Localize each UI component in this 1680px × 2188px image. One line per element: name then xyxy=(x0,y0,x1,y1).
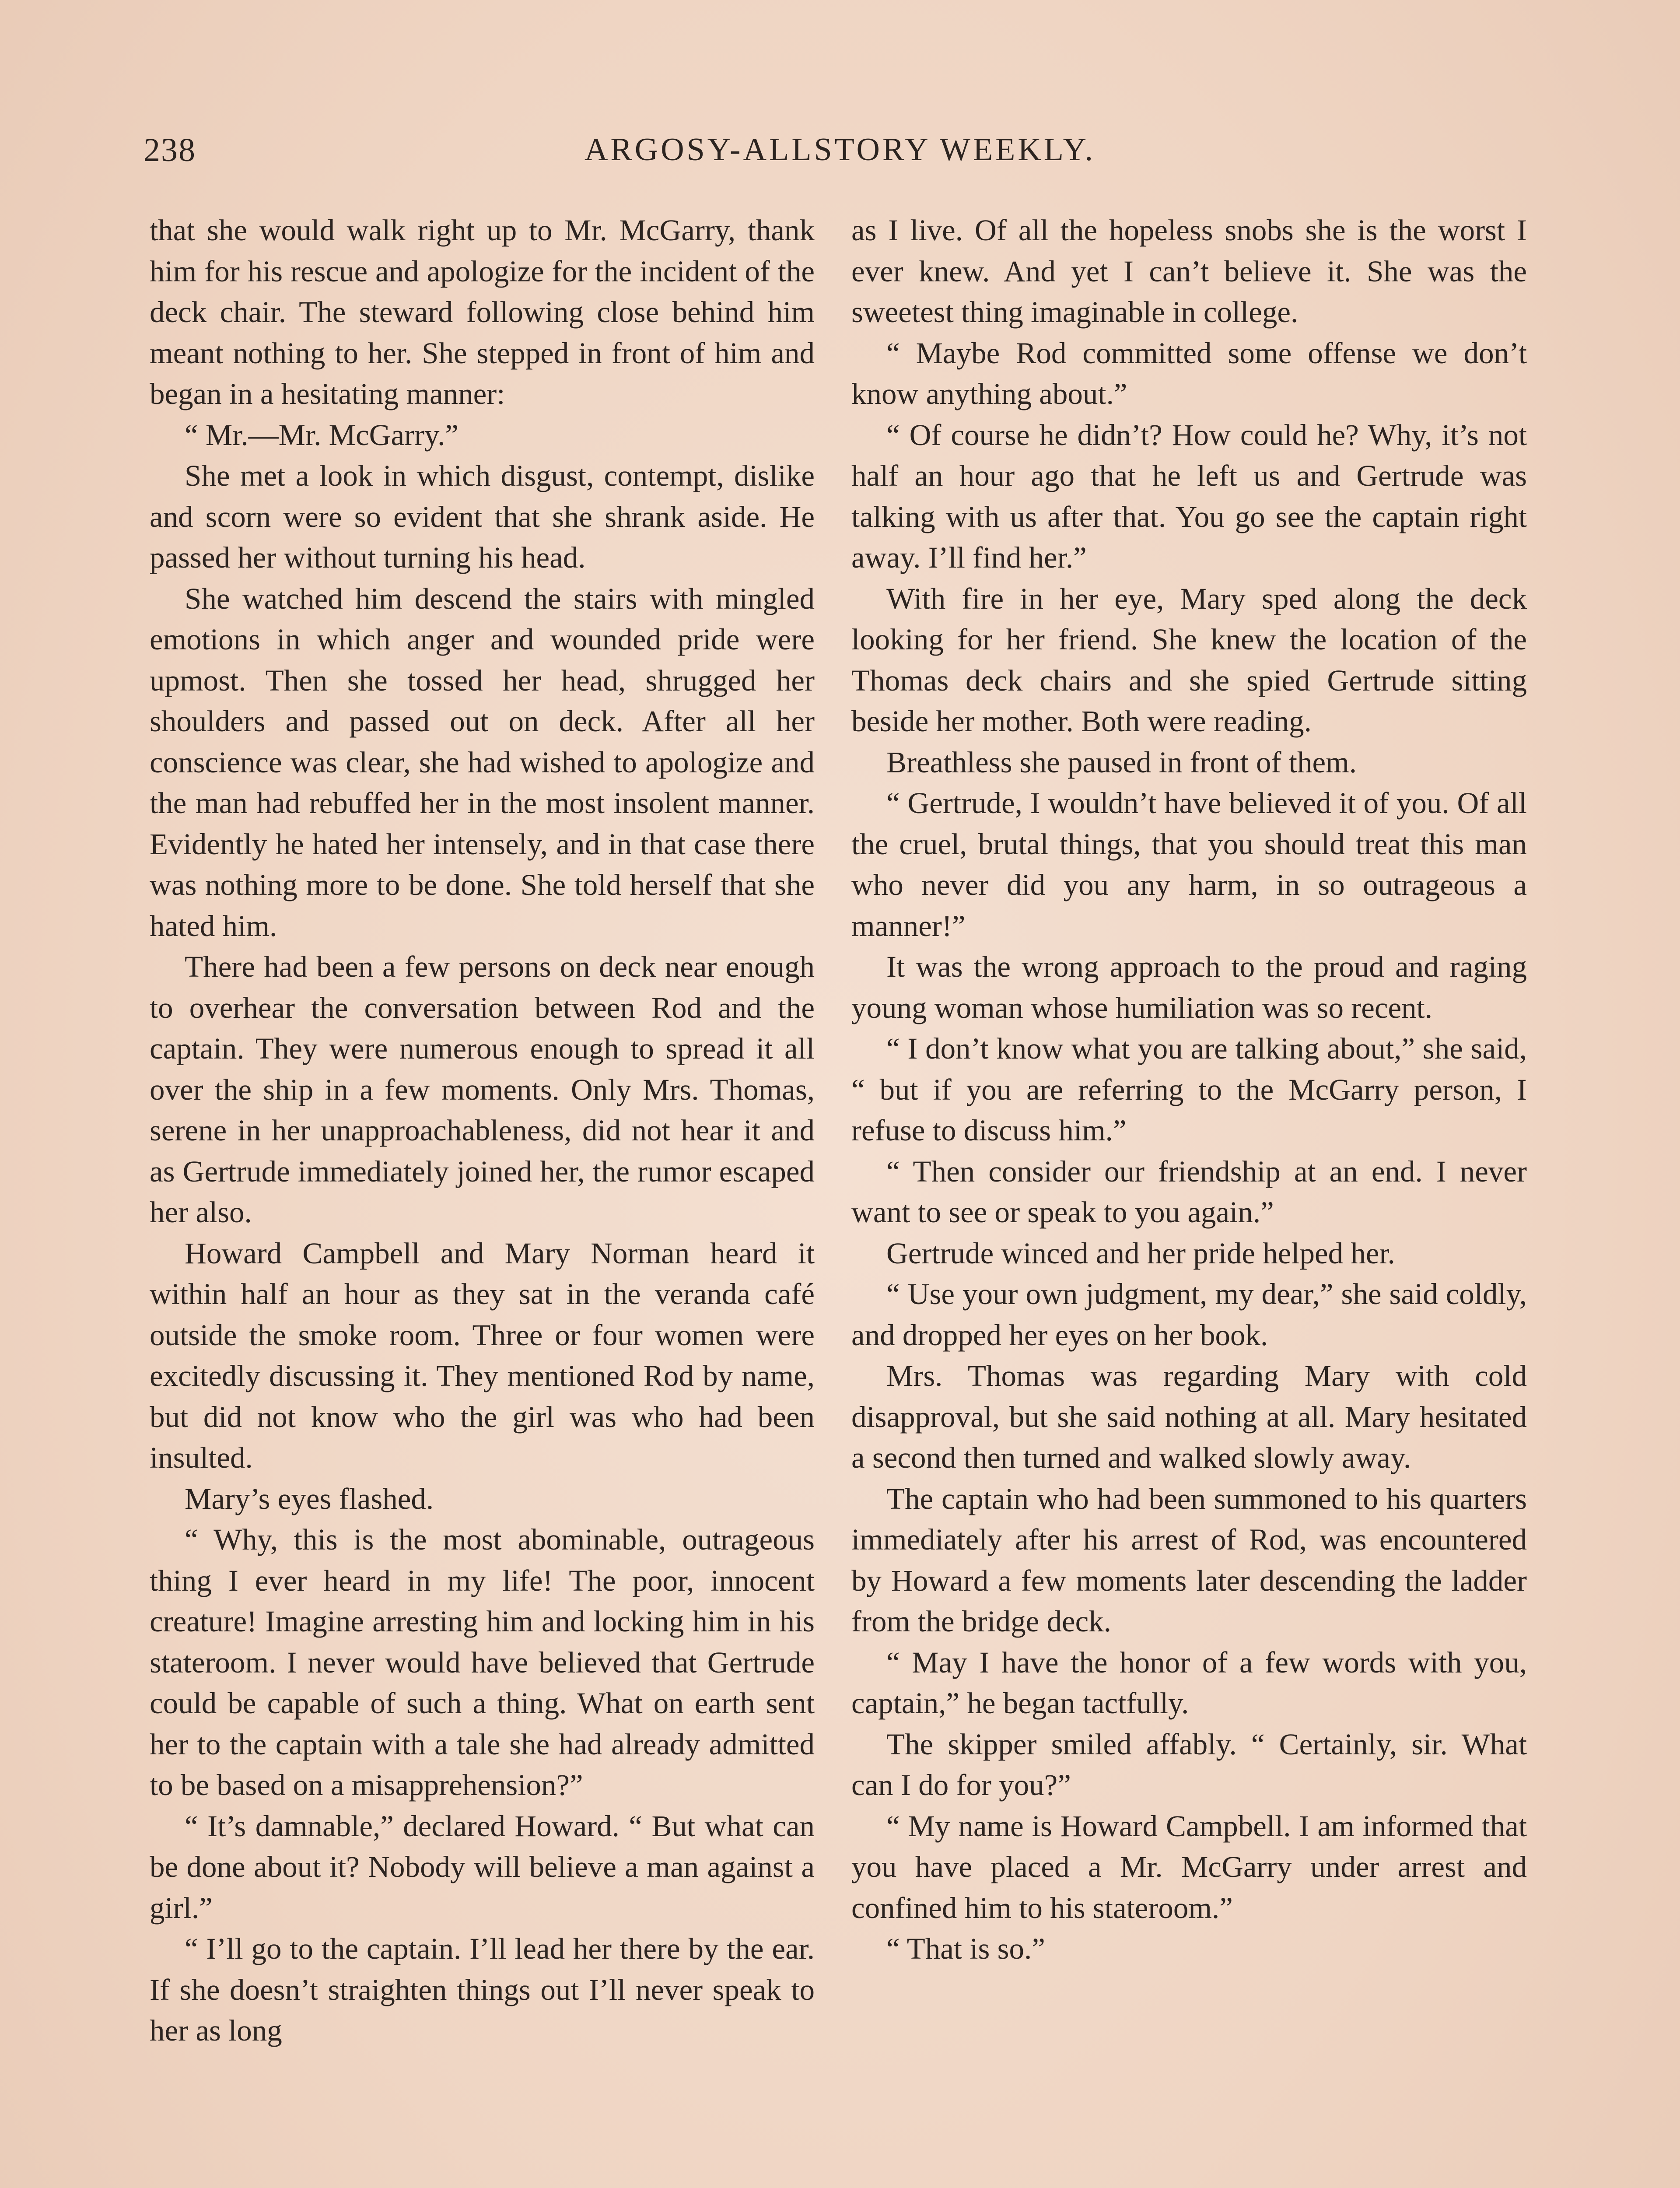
paragraph: It was the wrong approach to the proud and raging young woman whose humiliation was so recent. xyxy=(851,950,1527,1024)
paragraph: Mary’s eyes flashed. xyxy=(185,1482,434,1515)
paragraph: “ Then consider our friendship at an end. I never want to see or speak to you again.” xyxy=(851,1154,1527,1229)
paragraph: She watched him descend the stairs with mingled emotions in which anger and wounded pride were upmost. Then she tossed her head, shrugged her shoulders and passed out on deck. After all her conscience was clear, she had wished to apologize and the man had rebuffed her in the most insolent manner. Evidently he hated her intensely, and in that case there was nothing more to be done. She told herself that she hated him. xyxy=(150,582,815,943)
paragraph: as I live. Of all the hopeless snobs she is the worst I ever knew. And yet I can’t believe it. She was the sweetest thing imaginable in college. xyxy=(851,214,1527,329)
paragraph: With fire in her eye, Mary sped along the deck looking for her friend. She knew the location of the Thomas deck chairs and she spied Gertrude sitting beside her mother. Both were reading. xyxy=(851,582,1527,738)
paragraph: “ I’ll go to the captain. I’ll lead her there by the ear. If she doesn’t straighten things out I’ll never speak to her as long xyxy=(150,1932,815,2047)
page-number: 238 xyxy=(144,132,196,168)
paragraph: “ Maybe Rod committed some offense we don’t know anything about.” xyxy=(851,336,1527,410)
paragraph: “ May I have the honor of a few words with you, captain,” he began tactfully. xyxy=(851,1645,1527,1720)
paragraph: “ My name is Howard Campbell. I am informed that you have placed a Mr. McGarry under arrest and confined him to his stateroom.” xyxy=(851,1809,1527,1925)
paragraph: “ Gertrude, I wouldn’t have believed it of you. Of all the cruel, brutal things, that you should treat this man who never did you any harm, in so outrageous a manner!” xyxy=(851,786,1527,943)
paragraph: There had been a few persons on deck near enough to overhear the conversation between Rod and the captain. They were numerous enough to spread it all over the ship in a few moments. Only Mrs. Thomas, serene in her unapproachableness, did not hear it and as Gertrude immediately joined her, the rumor escaped her also. xyxy=(150,950,815,1229)
paragraph: “ That is so.” xyxy=(886,1932,1045,1965)
paragraph: The captain who had been summoned to his quarters immediately after his arrest of Rod, was encountered by Howard a few moments later descending the ladder from the bridge deck. xyxy=(851,1482,1527,1638)
paragraph: Breathless she paused in front of them. xyxy=(886,745,1357,779)
paragraph: that she would walk right up to Mr. McGarry, thank him for his rescue and apologize for the incident of the deck chair. The steward following close behind him meant nothing to her. She stepped in front of him and began in a hesitating manner: xyxy=(150,214,815,410)
paragraph: “ Use your own judgment, my dear,” she said coldly, and dropped her eyes on her book. xyxy=(851,1277,1527,1352)
paragraph: Howard Campbell and Mary Norman heard it within half an hour as they sat in the veranda café outside the smoke room. Three or four women were excitedly discussing it. They mentioned Rod by name, but did not know who the girl was who had been insulted. xyxy=(150,1236,815,1474)
paragraph: “ I don’t know what you are talking about,” she said, “ but if you are referring to the McGarry person, I refuse to discuss him.” xyxy=(851,1032,1527,1147)
right-column xyxy=(851,210,1527,1970)
running-head: ARGOSY-ALLSTORY WEEKLY. xyxy=(584,132,1096,168)
paragraph: Mrs. Thomas was regarding Mary with cold disapproval, but she said nothing at all. Mary hesitated a second then turned and walked slowly away. xyxy=(851,1359,1527,1474)
paragraph: “ Of course he didn’t? How could he? Why, it’s not half an hour ago that he left us and Gertrude was talking with us after that. You go see the captain right away. I’ll find her.” xyxy=(851,418,1527,574)
paragraph: She met a look in which disgust, contempt, dislike and scorn were so evident that she shrank aside. He passed her without turning his head. xyxy=(150,459,815,574)
paragraph: “ It’s damnable,” declared Howard. “ But what can be done about it? Nobody will believe a man against a girl.” xyxy=(150,1809,815,1925)
paragraph: The skipper smiled affably. “ Certainly, sir. What can I do for you?” xyxy=(851,1727,1527,1802)
paragraph: “ Mr.—Mr. McGarry.” xyxy=(185,418,458,452)
paragraph: Gertrude winced and her pride helped her. xyxy=(886,1236,1395,1270)
left-column xyxy=(150,210,815,2051)
paragraph: “ Why, this is the most abominable, outrageous thing I ever heard in my life! The poor, innocent creature! Imagine arresting him and locking him in his stateroom. I never would have believed that Gertrude could be capable of such a thing. What on earth sent her to the captain with a tale she had already admitted to be based on a misapprehension?” xyxy=(150,1523,815,1802)
